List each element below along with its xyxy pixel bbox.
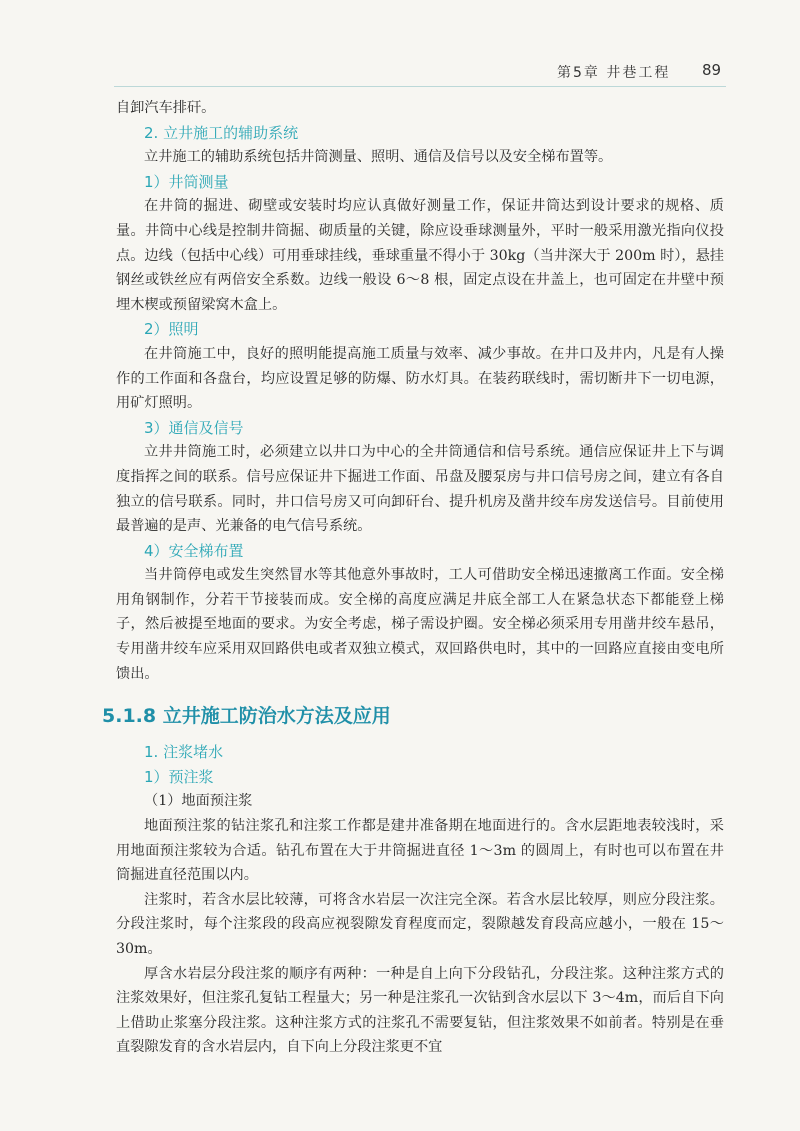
- paragraph-surface-grouting-1: 地面预注浆的钻注浆孔和注浆工作都是建井准备期在地面进行的。含水层距地表较浅时，采用地面预注浆较为合适。钻孔布置在大于井筒掘进直径 1～3m 的圆周上，有时也可以布置在井筒掘进直径范围以内。: [116, 818, 724, 884]
- heading-shaft-survey: 1）井筒测量: [144, 172, 229, 191]
- heading-surface-grouting: （1）地面预注浆: [144, 793, 253, 810]
- heading-auxiliary-system: 2. 立井施工的辅助系统: [144, 123, 299, 142]
- chapter-title: 第5章 井巷工程: [557, 65, 671, 81]
- paragraph-surface-grouting-3: 厚含水岩层分段注浆的顺序有两种：一种是自上向下分段钻孔，分段注浆。这种注浆方式的注浆效果好，但注浆孔复钻工程量大；另一种是注浆孔一次钻到含水层以下 3～4m，而后自下向上借助止浆塞分段注浆。这种注浆方式的注浆孔不需要复钻，但注浆效果不如前者。特别是在垂直裂隙发育的含水岩层内，自下向上分段注浆更不宜: [116, 965, 724, 1056]
- paragraph-safety-ladder: 当井筒停电或发生突然冒水等其他意外事故时，工人可借助安全梯迅速撤离工作面。安全梯用角钢制作，分若干节接装而成。安全梯的高度应满足井底全部工人在紧急状态下都能登上梯子，然后被提至地面的要求。为安全考虑，梯子需设护圈。安全梯必须采用专用凿井绞车悬吊，专用凿井绞车应采用双回路供电或者双独立模式，双回路供电时，其中的一回路应直接由变电所馈出。: [116, 567, 724, 682]
- heading-communication: 3）通信及信号: [144, 418, 244, 437]
- heading-safety-ladder: 4）安全梯布置: [144, 541, 244, 560]
- section-title: 5.1.8 立井施工防治水方法及应用: [102, 705, 391, 728]
- paragraph-communication: 立井井筒施工时，必须建立以井口为中心的全井筒通信和信号系统。通信应保证井上下与调度指挥之间的联系。信号应保证井下掘进工作面、吊盘及腰泵房与井口信号房之间，建立有各自独立的信号联系。同时，井口信号房又可向卸矸台、提升机房及凿井绞车房发送信号。目前使用最普遍的是声、光兼备的电气信号系统。: [116, 444, 724, 535]
- page-number: 89: [702, 61, 722, 79]
- heading-pre-grouting: 1）预注浆: [144, 767, 214, 786]
- heading-grouting: 1. 注浆堵水: [144, 743, 224, 762]
- paragraph-auxiliary-intro: 立井施工的辅助系统包括井筒测量、照明、通信及信号以及安全梯布置等。: [144, 149, 613, 166]
- paragraph-surface-grouting-2: 注浆时，若含水层比较薄，可将含水岩层一次注完全深。若含水层比较厚，则应分段注浆。分段注浆时，每个注浆段的段高应视裂隙发育程度而定，裂隙越发育段高应越小，一般在 15～30m。: [116, 891, 724, 957]
- paragraph-continued: 自卸汽车排矸。: [116, 100, 216, 116]
- heading-lighting: 2）照明: [144, 320, 199, 339]
- paragraph-lighting: 在井筒施工中，良好的照明能提高施工质量与效率、减少事故。在井口及井内，凡是有人操作的工作面和各盘台，均应设置足够的防爆、防水灯具。在装药联线时，需切断井下一切电源，用矿灯照明。: [116, 345, 724, 412]
- page-body: [102, 96, 724, 1060]
- header-divider: [114, 86, 726, 87]
- page-header: [0, 58, 800, 86]
- paragraph-shaft-survey: 在井筒的掘进、砌壁或安装时均应认真做好测量工作，保证井筒达到设计要求的规格、质量。井筒中心线是控制井筒掘、砌质量的关键，除应设垂球测量外，平时一般采用激光指向仪投点。边线（包括中心线）可用垂球挂线，垂球重量不得小于 30kg（当井深大于 200m 时），悬挂钢丝或铁丝应有两倍安全系数。边线一般设 6～8 根，固定点设在井盖上，也可固定在井壁中预埋木楔或预留梁窝木盒上。: [116, 198, 724, 313]
